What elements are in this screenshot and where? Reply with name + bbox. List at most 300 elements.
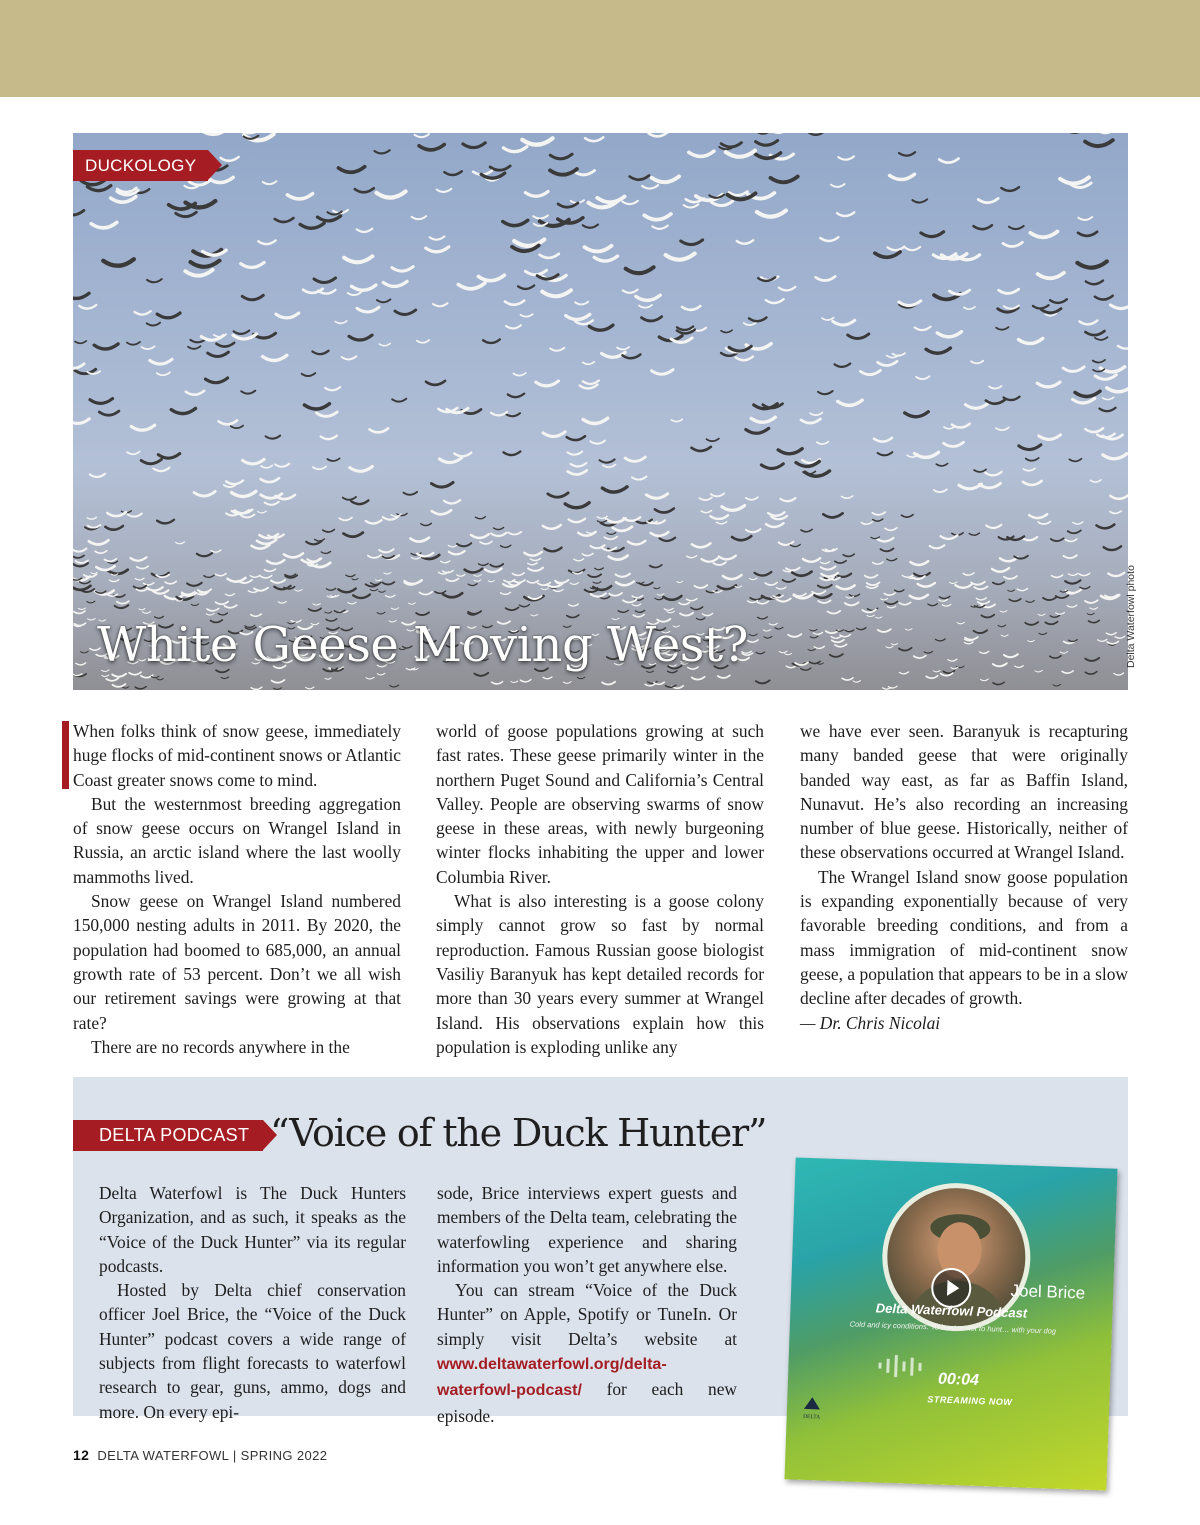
goose-mark [591, 593, 606, 596]
goose-mark [1030, 231, 1057, 237]
goose-mark [87, 517, 96, 519]
goose-mark [444, 500, 460, 503]
goose-mark [833, 320, 855, 325]
goose-mark [830, 654, 843, 657]
goose-mark [471, 534, 489, 538]
goose-mark [635, 610, 644, 612]
goose-mark [680, 613, 693, 616]
goose-mark [128, 514, 142, 517]
goose-mark [567, 452, 582, 455]
goose-mark [951, 667, 958, 669]
goose-mark [408, 603, 415, 604]
goose-mark [474, 580, 481, 581]
goose-mark [618, 610, 628, 612]
goose-mark [375, 579, 381, 580]
goose-mark [636, 295, 660, 300]
goose-mark [867, 582, 880, 585]
goose-mark [419, 144, 444, 149]
goose-mark [955, 584, 971, 588]
goose-mark [899, 648, 912, 651]
goose-mark [971, 361, 983, 364]
goose-mark [1093, 360, 1105, 363]
goose-mark [1080, 321, 1098, 325]
show-name: Delta Waterfowl Podcast [875, 1300, 1028, 1321]
goose-mark [382, 582, 394, 585]
goose-mark [353, 594, 370, 598]
goose-mark [935, 639, 945, 641]
goose-mark [103, 259, 134, 266]
goose-mark [251, 545, 269, 549]
goose-mark [342, 356, 357, 359]
goose-mark [357, 229, 373, 232]
goose-mark [411, 557, 420, 559]
goose-mark [828, 611, 841, 614]
goose-mark [343, 533, 362, 537]
goose-mark [485, 568, 502, 572]
goose-mark [1038, 273, 1064, 279]
goose-mark [511, 681, 518, 682]
goose-mark [480, 541, 492, 544]
goose-mark [801, 529, 812, 531]
goose-mark [1095, 337, 1108, 340]
goose-mark [845, 630, 854, 632]
goose-mark [426, 247, 449, 252]
goose-mark [849, 594, 859, 596]
goose-mark [795, 662, 808, 665]
goose-mark [812, 591, 825, 594]
goose-mark [73, 586, 90, 590]
goose-mark [503, 220, 528, 225]
goose-mark [443, 570, 454, 572]
goose-mark [902, 575, 913, 577]
goose-mark [779, 651, 787, 653]
goose-mark [803, 558, 820, 562]
goose-mark [718, 585, 736, 589]
goose-mark [652, 226, 667, 229]
goose-mark [208, 352, 229, 356]
goose-mark [569, 604, 579, 606]
goose-mark [777, 599, 791, 602]
goose-mark [198, 589, 211, 592]
goose-mark [306, 687, 314, 689]
goose-mark [134, 586, 147, 589]
goose-mark [321, 436, 337, 439]
goose-mark [494, 527, 504, 529]
goose-mark [682, 306, 700, 310]
goose-mark [821, 566, 836, 569]
goose-mark [553, 589, 563, 591]
goose-mark [838, 400, 863, 405]
goose-mark [710, 515, 728, 519]
top-color-band [0, 0, 1200, 97]
goose-mark [885, 528, 897, 531]
goose-mark [763, 630, 770, 632]
goose-mark [574, 171, 594, 175]
goose-mark [185, 270, 212, 276]
goose-mark [218, 613, 227, 615]
goose-mark [838, 156, 854, 159]
goose-mark [325, 612, 332, 613]
goose-mark [810, 629, 817, 631]
goose-mark [488, 580, 494, 581]
goose-mark [737, 240, 754, 244]
goose-mark [860, 370, 880, 374]
goose-mark [1090, 608, 1098, 610]
goose-mark [107, 512, 126, 516]
goose-mark [433, 303, 448, 306]
goose-mark [867, 615, 874, 617]
goose-mark [390, 685, 399, 687]
goose-mark [377, 673, 384, 675]
goose-mark [543, 432, 565, 437]
delta-logo-icon [801, 1393, 824, 1422]
goose-mark [744, 322, 757, 325]
goose-mark [1085, 428, 1103, 432]
goose-mark [426, 381, 445, 385]
goose-mark [457, 574, 465, 576]
goose-mark [366, 520, 382, 523]
goose-mark [395, 310, 416, 314]
goose-mark [692, 677, 705, 680]
goose-mark [565, 503, 589, 508]
goose-mark [346, 575, 355, 577]
paragraph: What is also interesting is a goose colony simply cannot grow so fast by normal reproduction. Famous Russian goose biologist Vasiliy Baranyuk has kept detailed records for more than 30 years every summer at Wrangel Island. His observations explain how this population is exploding unlike any [436, 891, 764, 1057]
drop-cap-bar [62, 721, 69, 789]
goose-mark [1107, 387, 1128, 392]
goose-mark [770, 176, 797, 182]
goose-mark [588, 574, 601, 577]
goose-mark [780, 498, 795, 501]
goose-mark [1023, 481, 1042, 485]
goose-mark [1097, 434, 1115, 438]
goose-mark [836, 630, 844, 632]
goose-mark [926, 676, 938, 678]
goose-mark [1064, 555, 1077, 558]
goose-mark [1026, 601, 1034, 603]
goose-mark [542, 290, 571, 296]
goose-mark [73, 364, 84, 368]
goose-mark [265, 502, 279, 505]
goose-mark [699, 497, 712, 500]
goose-mark [971, 582, 985, 585]
goose-mark [506, 607, 519, 610]
goose-mark [845, 602, 859, 605]
goose-mark [644, 214, 671, 220]
goose-mark [957, 622, 964, 624]
goose-mark [1000, 611, 1007, 612]
goose-mark [478, 275, 504, 281]
goose-mark [666, 685, 676, 687]
goose-mark [1009, 599, 1020, 601]
goose-mark [878, 452, 893, 455]
goose-mark [918, 583, 935, 587]
goose-mark [207, 608, 219, 611]
goose-mark [756, 141, 778, 146]
goose-mark [221, 677, 229, 679]
podcast-link[interactable]: www.deltawaterfowl.org/delta-waterfowl-podcast/ [437, 1356, 667, 1400]
goose-mark [867, 586, 878, 588]
goose-mark [1037, 382, 1060, 387]
goose-mark [73, 555, 84, 558]
goose-mark [530, 558, 540, 560]
goose-mark [585, 137, 603, 141]
goose-mark [527, 581, 538, 583]
goose-mark [729, 346, 751, 351]
goose-mark [1026, 458, 1039, 461]
logo-text: DELTA [803, 1413, 821, 1421]
goose-mark [115, 605, 129, 608]
page-number: 12 [73, 1447, 90, 1463]
goose-mark [993, 663, 1007, 666]
hero-photo [73, 133, 1128, 690]
goose-mark [1017, 588, 1027, 590]
goose-mark [820, 237, 838, 241]
goose-mark [974, 469, 986, 472]
goose-mark [939, 159, 958, 163]
goose-mark [379, 549, 393, 552]
goose-mark [779, 287, 795, 291]
goose-mark [357, 307, 379, 312]
goose-mark [837, 212, 854, 216]
goose-mark [974, 586, 987, 589]
goose-mark [1086, 281, 1103, 285]
goose-mark [645, 684, 655, 686]
goose-mark [276, 313, 299, 318]
goose-mark [343, 497, 356, 500]
goose-mark [750, 597, 762, 600]
paragraph: Delta Waterfowl is The Duck Hunters Organization, and as such, it speaks as the “Voice of the Duck Hunter” via its regular podcasts. [99, 1183, 406, 1276]
goose-mark [652, 176, 679, 182]
goose-mark [899, 602, 910, 604]
goose-mark [275, 464, 289, 467]
goose-mark [1079, 573, 1090, 575]
goose-mark [548, 493, 568, 497]
goose-mark [263, 181, 277, 184]
goose-mark [147, 323, 160, 326]
goose-mark [157, 520, 174, 524]
goose-mark [74, 611, 85, 613]
goose-mark [874, 438, 892, 442]
goose-mark [910, 595, 928, 599]
goose-mark [886, 646, 893, 647]
goose-mark [937, 332, 961, 337]
goose-mark [1039, 633, 1047, 635]
goose-mark [284, 553, 303, 557]
goose-mark [384, 573, 391, 575]
goose-mark [942, 604, 951, 606]
goose-mark [1004, 306, 1019, 309]
podcast-cover-art [784, 1157, 1117, 1490]
goose-mark [1038, 614, 1045, 616]
goose-mark [655, 598, 664, 600]
goose-mark [878, 629, 891, 632]
goose-mark [216, 602, 229, 605]
goose-mark [921, 232, 944, 237]
goose-mark [758, 617, 768, 619]
goose-mark [263, 355, 287, 360]
goose-mark [251, 687, 262, 689]
goose-mark [630, 176, 649, 180]
goose-mark [1003, 242, 1022, 246]
goose-mark [90, 399, 113, 404]
goose-mark [726, 151, 755, 157]
goose-mark [1095, 296, 1113, 300]
goose-mark [926, 348, 950, 353]
goose-mark [895, 590, 904, 592]
goose-mark [379, 343, 390, 345]
goose-mark [944, 442, 964, 446]
goose-mark [1023, 468, 1035, 471]
goose-mark [415, 134, 429, 137]
paragraph: The Wrangel Island snow goose population is expanding exponentially because of very favorable breeding conditions, and from a mass immigration of mid-continent snow geese, a population that appears to be in a slow decline after decades of growth. [800, 866, 1128, 1009]
goose-mark [327, 458, 339, 461]
goose-mark [1103, 454, 1127, 459]
goose-mark [899, 672, 908, 674]
goose-mark [90, 474, 105, 477]
goose-mark [139, 609, 145, 610]
goose-mark [585, 589, 599, 592]
goose-mark [818, 585, 832, 588]
goose-mark [1060, 177, 1089, 183]
goose-mark [344, 256, 372, 262]
goose-mark [974, 630, 987, 633]
goose-mark [606, 518, 625, 522]
goose-mark [924, 651, 932, 653]
goose-mark [1065, 580, 1080, 583]
goose-mark [1096, 525, 1114, 529]
goose-mark [500, 545, 510, 547]
goose-mark [351, 500, 368, 504]
goose-mark [723, 575, 741, 579]
goose-mark [435, 591, 446, 593]
goose-mark [258, 511, 267, 513]
goose-mark [711, 201, 732, 206]
goose-mark [1103, 397, 1114, 399]
goose-mark [1085, 672, 1096, 674]
goose-mark [1004, 654, 1018, 657]
goose-mark [295, 589, 302, 591]
goose-mark [888, 247, 905, 251]
goose-mark [111, 197, 136, 202]
goose-mark [339, 518, 352, 521]
goose-mark [822, 318, 834, 320]
goose-mark [540, 254, 559, 258]
goose-mark [979, 651, 988, 653]
goose-mark [766, 299, 784, 303]
goose-mark [978, 198, 998, 202]
goose-mark [448, 545, 457, 547]
goose-mark [1087, 613, 1094, 614]
goose-mark [764, 636, 772, 638]
goose-mark [589, 325, 613, 330]
goose-mark [1001, 187, 1019, 191]
goose-mark [78, 608, 85, 610]
issue-date: SPRING 2022 [240, 1448, 328, 1463]
headline: White Geese Moving West? [97, 617, 748, 673]
goose-mark [508, 394, 524, 397]
goose-mark [348, 602, 356, 604]
goose-mark [201, 133, 227, 134]
goose-mark [663, 596, 681, 600]
goose-mark [915, 327, 931, 330]
goose-mark [1065, 539, 1077, 541]
goose-mark [981, 615, 994, 618]
streaming-status: STREAMING NOW [927, 1394, 1013, 1408]
goose-mark [1050, 299, 1067, 303]
goose-mark [383, 281, 407, 286]
goose-mark [623, 290, 638, 293]
goose-mark [650, 565, 662, 568]
goose-mark [108, 570, 128, 574]
goose-mark [404, 492, 418, 495]
goose-mark [1014, 556, 1028, 559]
goose-mark [278, 601, 286, 603]
goose-mark [901, 515, 913, 517]
podcast-tag: DELTA PODCAST [73, 1120, 263, 1151]
goose-mark [597, 520, 606, 522]
goose-mark [818, 600, 830, 603]
goose-mark [522, 138, 552, 144]
goose-mark [506, 325, 521, 328]
goose-mark [377, 191, 406, 197]
goose-mark [150, 359, 172, 364]
goose-mark [158, 454, 179, 459]
goose-mark [315, 539, 325, 541]
goose-mark [87, 601, 95, 603]
goose-mark [377, 299, 390, 302]
goose-mark [169, 203, 196, 209]
goose-mark [76, 663, 86, 665]
goose-mark [613, 527, 632, 531]
goose-mark [432, 510, 451, 514]
goose-mark [351, 285, 375, 290]
goose-mark [1098, 639, 1107, 641]
goose-mark [964, 307, 975, 309]
goose-mark [312, 351, 328, 354]
goose-mark [616, 574, 630, 577]
goose-mark [187, 583, 202, 586]
goose-mark [632, 604, 641, 606]
goose-mark [907, 455, 918, 457]
goose-mark [570, 583, 578, 585]
goose-mark [583, 225, 598, 228]
goose-mark [1088, 620, 1099, 622]
goose-mark [194, 491, 215, 495]
goose-mark [783, 579, 796, 582]
goose-mark [837, 585, 855, 589]
goose-mark [746, 529, 761, 532]
goose-mark [660, 538, 676, 541]
goose-mark [993, 682, 1004, 684]
goose-mark [205, 378, 227, 383]
goose-mark [190, 261, 219, 267]
goose-mark [325, 678, 331, 679]
goose-mark [1106, 633, 1116, 635]
goose-mark [558, 203, 578, 207]
goose-mark [779, 542, 794, 545]
goose-mark [528, 563, 537, 565]
goose-mark [1052, 575, 1063, 577]
goose-mark [379, 591, 385, 592]
goose-mark [1035, 670, 1042, 672]
goose-mark [543, 525, 561, 529]
goose-mark [684, 204, 699, 207]
goose-mark [1062, 671, 1073, 673]
goose-mark [1085, 658, 1099, 661]
goose-mark [747, 640, 758, 642]
goose-mark [224, 484, 236, 487]
goose-mark [157, 679, 163, 680]
